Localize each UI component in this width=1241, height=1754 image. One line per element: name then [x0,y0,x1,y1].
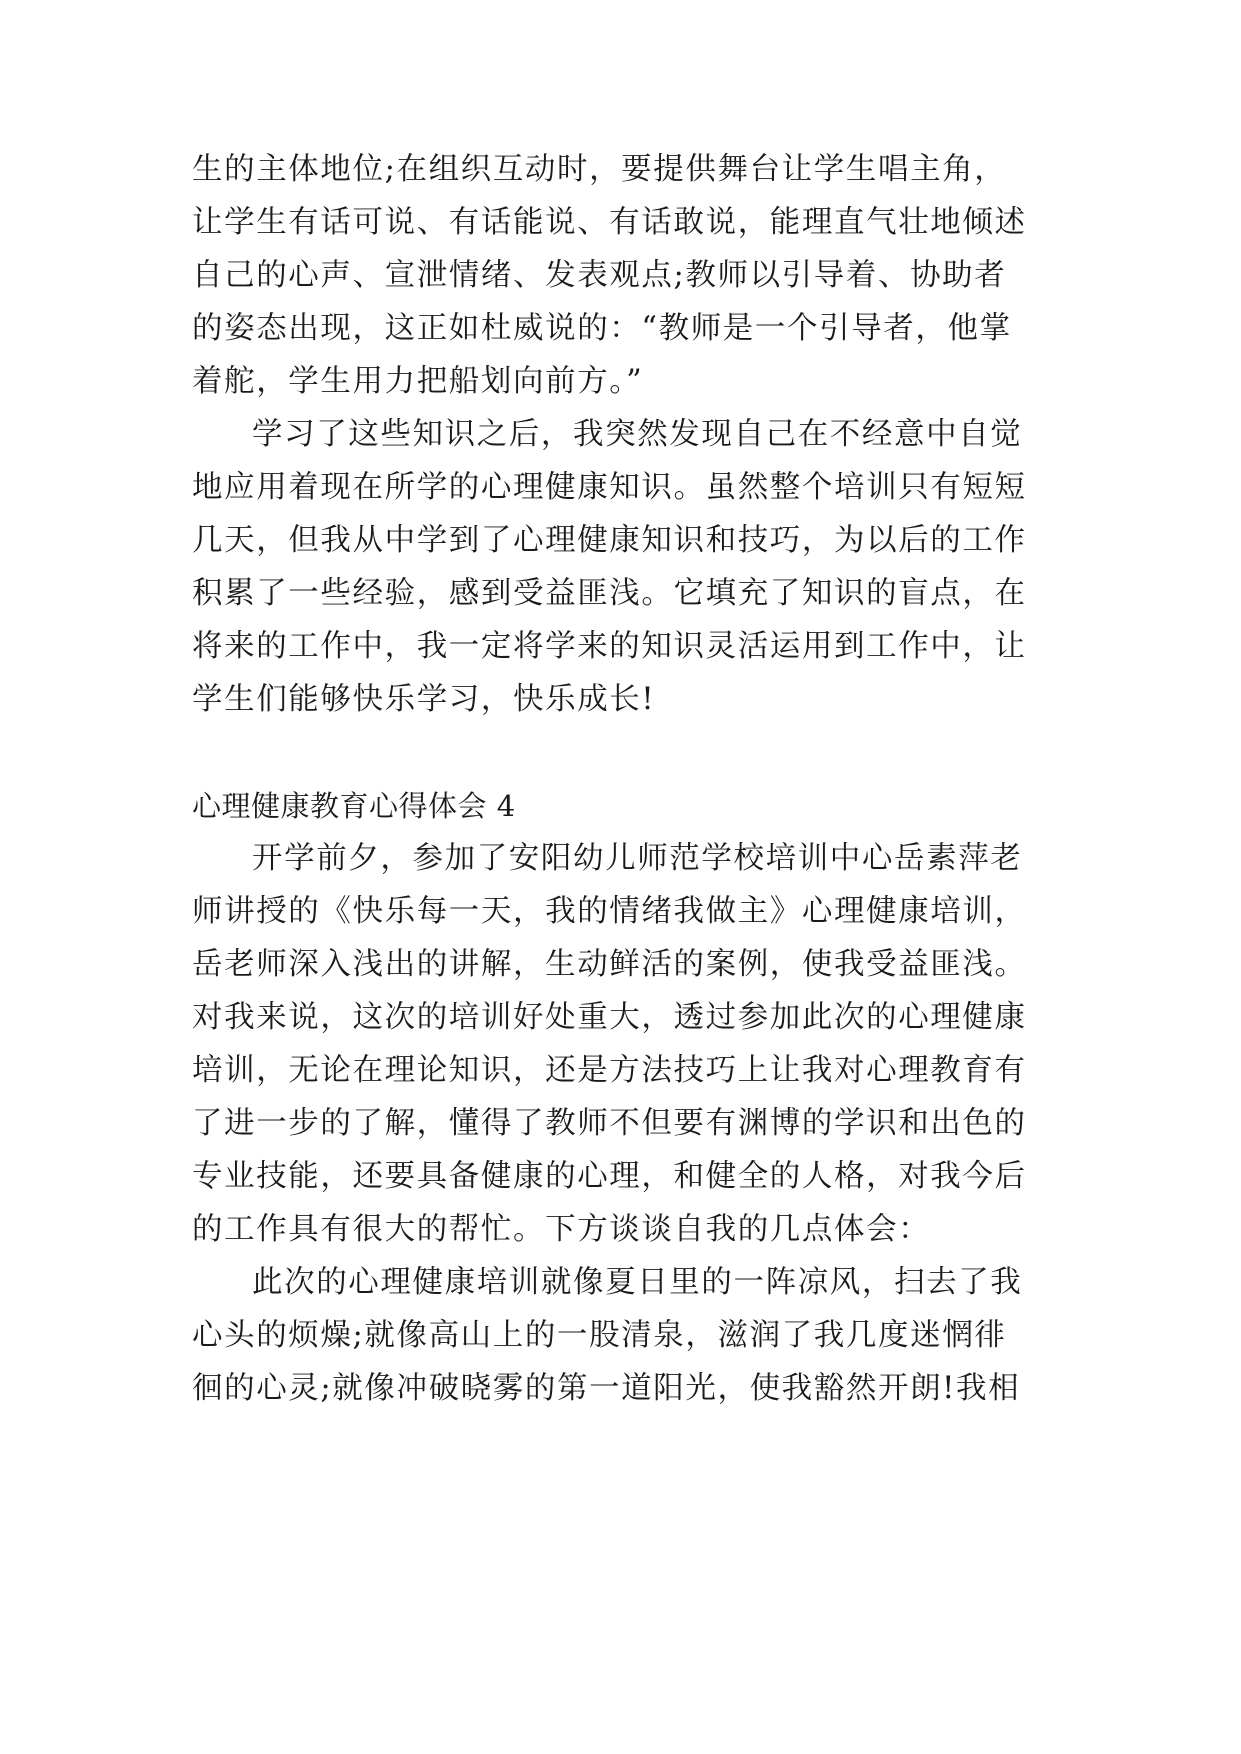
text-line: 心头的烦燥;就像高山上的一股清泉，滋润了我几度迷惘徘 [192,1318,1007,1353]
text-line: 岳老师深入浅出的讲解，生动鲜活的案例，使我受益匪浅。 [192,947,1027,982]
section-heading: 心理健康教育心得体会 4 [192,789,516,823]
text-line: 培训，无论在理论知识，还是方法技巧上让我对心理教育有 [192,1053,1027,1088]
text-line: 的姿态出现，这正如杜威说的：“教师是一个引导者，他掌 [192,311,1012,346]
text-line: 生的主体地位;在组织互动时，要提供舞台让学生唱主角， [192,152,1007,187]
text-line: 着舵，学生用力把船划向前方。” [192,364,644,399]
text-line: 了进一步的了解，懂得了教师不但要有渊博的学识和出色的 [192,1106,1027,1141]
text-line: 自己的心声、宣泄情绪、发表观点;教师以引导着、协助者 [192,258,1007,293]
text-line: 对我来说，这次的培训好处重大，透过参加此次的心理健康 [192,1000,1027,1035]
text-line: 让学生有话可说、有话能说、有话敢说，能理直气壮地倾述 [192,205,1027,240]
text-line: 的工作具有很大的帮忙。下方谈谈自我的几点体会： [192,1212,931,1247]
text-line: 积累了一些经验，感到受益匪浅。它填充了知识的盲点，在 [192,576,1027,611]
text-line: 将来的工作中，我一定将学来的知识灵活运用到工作中，让 [192,629,1027,664]
text-line: 此次的心理健康培训就像夏日里的一阵凉风，扫去了我 [252,1265,1023,1300]
text-line: 专业技能，还要具备健康的心理，和健全的人格，对我今后 [192,1159,1027,1194]
text-line: 地应用着现在所学的心理健康知识。虽然整个培训只有短短 [192,470,1027,505]
text-line: 学习了这些知识之后，我突然发现自己在不经意中自觉 [252,417,1023,452]
text-line: 学生们能够快乐学习，快乐成长! [192,682,656,717]
text-line: 徊的心灵;就像冲破晓雾的第一道阳光，使我豁然开朗!我相 [192,1371,1021,1406]
text-line: 几天，但我从中学到了心理健康知识和技巧，为以后的工作 [192,523,1027,558]
text-line: 师讲授的《快乐每一天，我的情绪我做主》心理健康培训， [192,894,1027,929]
text-line: 开学前夕，参加了安阳幼儿师范学校培训中心岳素萍老 [252,841,1023,876]
